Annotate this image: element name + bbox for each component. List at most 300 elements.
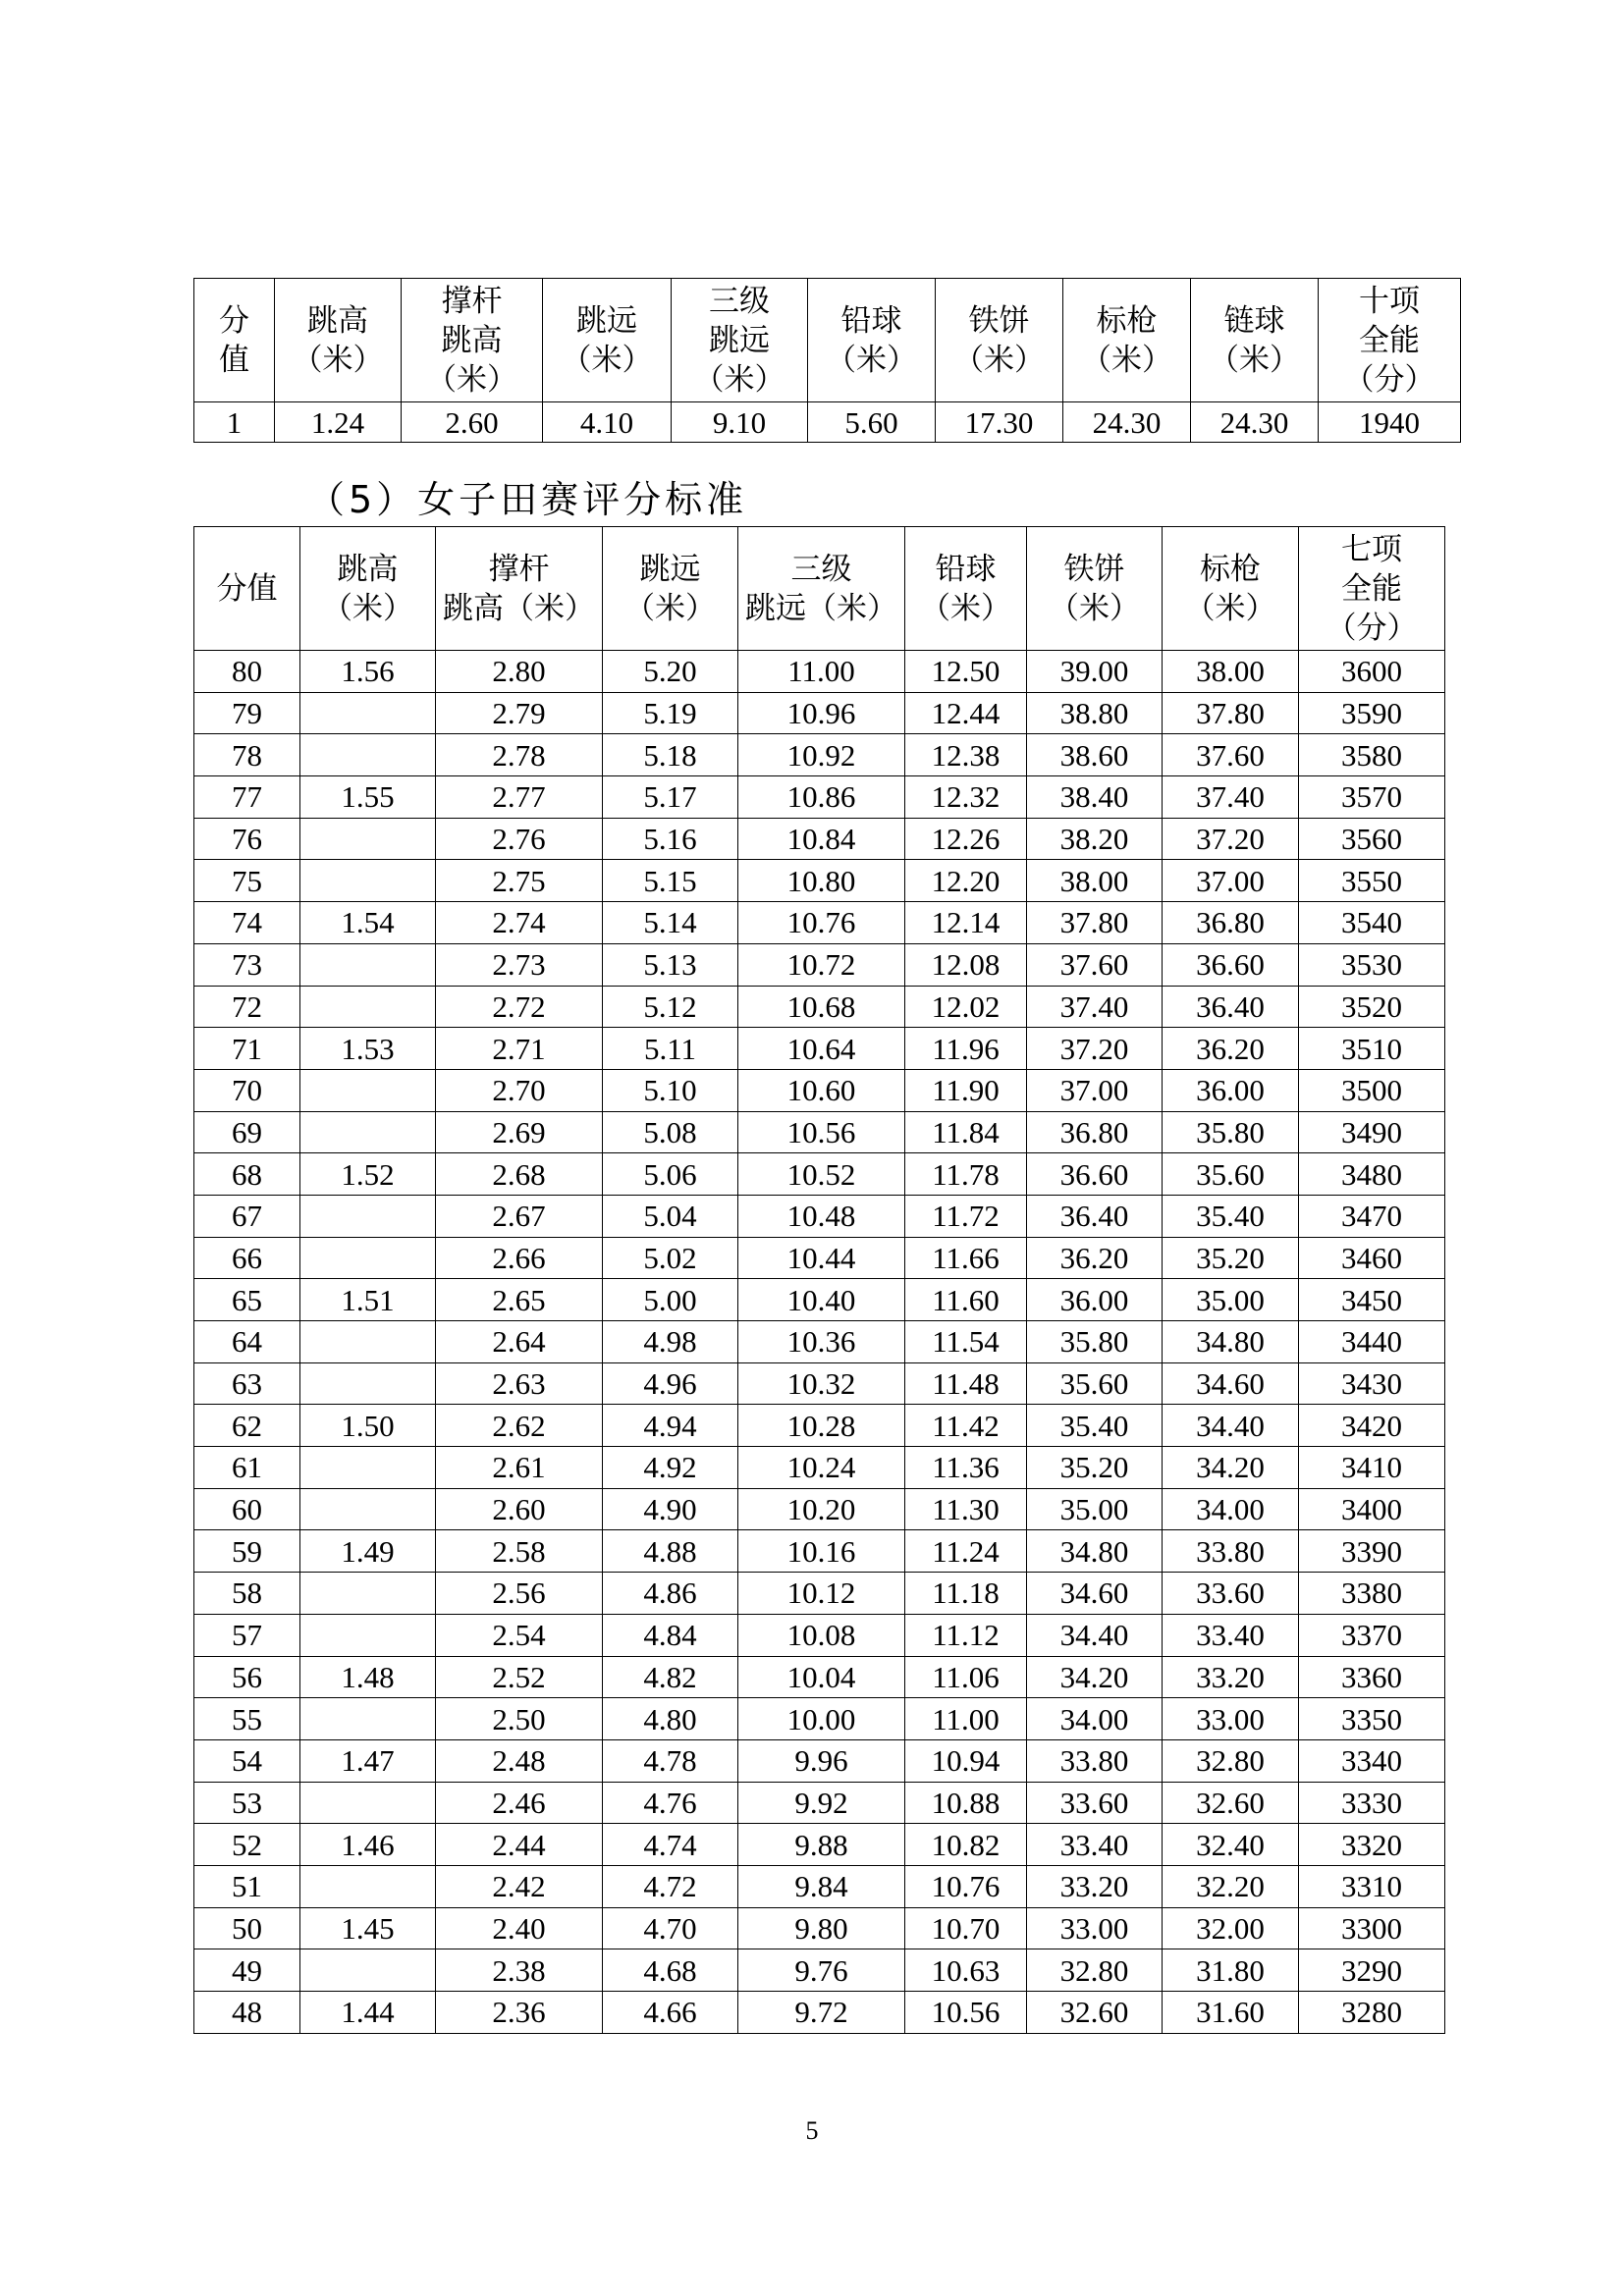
table-row bbox=[194, 1907, 1445, 1949]
table-cell: 3420 bbox=[1299, 1405, 1445, 1447]
table-cell: 1.52 bbox=[300, 1153, 436, 1196]
table-cell: 80 bbox=[194, 651, 300, 693]
table-cell: 34.80 bbox=[1163, 1321, 1299, 1363]
column-header-line: 链球 bbox=[1223, 302, 1285, 339]
table-cell: 9.80 bbox=[738, 1907, 905, 1949]
table-row bbox=[194, 1698, 1445, 1740]
table-cell: 5.08 bbox=[603, 1111, 738, 1153]
table-cell: 9.92 bbox=[738, 1782, 905, 1824]
table-cell: 2.71 bbox=[436, 1028, 603, 1070]
table-cell: 33.20 bbox=[1027, 1865, 1163, 1907]
table-cell: 3460 bbox=[1299, 1237, 1445, 1279]
table-cell: 1.55 bbox=[300, 776, 436, 819]
table-cell: 72 bbox=[194, 986, 300, 1028]
table-cell: 37.60 bbox=[1027, 943, 1163, 986]
table-cell: 2.40 bbox=[436, 1907, 603, 1949]
table-cell: 3480 bbox=[1299, 1153, 1445, 1196]
table-cell: 2.60 bbox=[402, 402, 543, 443]
table-cell: 3400 bbox=[1299, 1488, 1445, 1530]
table-cell: 2.44 bbox=[436, 1824, 603, 1866]
table-cell: 3380 bbox=[1299, 1573, 1445, 1615]
table-cell: 12.14 bbox=[905, 902, 1027, 944]
column-header-line: 跳远 bbox=[639, 551, 701, 587]
table-cell: 33.60 bbox=[1027, 1782, 1163, 1824]
table-cell: 10.64 bbox=[738, 1028, 905, 1070]
table-cell: 10.48 bbox=[738, 1195, 905, 1237]
table-cell bbox=[300, 818, 436, 860]
table-cell: 2.56 bbox=[436, 1573, 603, 1615]
table-cell: 32.60 bbox=[1163, 1782, 1299, 1824]
table-cell: 3410 bbox=[1299, 1447, 1445, 1489]
table-cell: 35.20 bbox=[1163, 1237, 1299, 1279]
table-cell: 10.16 bbox=[738, 1530, 905, 1573]
table-cell: 12.38 bbox=[905, 734, 1027, 776]
table-row bbox=[194, 1195, 1445, 1237]
table-cell: 10.92 bbox=[738, 734, 905, 776]
table-cell: 3370 bbox=[1299, 1614, 1445, 1656]
table-cell: 36.40 bbox=[1027, 1195, 1163, 1237]
table-cell: 11.12 bbox=[905, 1614, 1027, 1656]
table-row bbox=[194, 1237, 1445, 1279]
table-cell: 37.00 bbox=[1027, 1069, 1163, 1111]
table-cell: 3280 bbox=[1299, 1992, 1445, 2034]
table-row bbox=[194, 734, 1445, 776]
table-cell: 11.90 bbox=[905, 1069, 1027, 1111]
table-cell: 4.86 bbox=[603, 1573, 738, 1615]
table-cell: 75 bbox=[194, 860, 300, 902]
table-cell: 10.68 bbox=[738, 986, 905, 1028]
table-cell: 11.96 bbox=[905, 1028, 1027, 1070]
table-cell: 3540 bbox=[1299, 902, 1445, 944]
table-cell: 4.84 bbox=[603, 1614, 738, 1656]
table-cell: 10.08 bbox=[738, 1614, 905, 1656]
column-header-line: 全能 bbox=[1359, 322, 1420, 358]
column-header-line: 跳远（米） bbox=[745, 590, 897, 626]
column-header-line: （米） bbox=[426, 361, 517, 398]
table-cell: 11.42 bbox=[905, 1405, 1027, 1447]
table-cell: 34.60 bbox=[1027, 1573, 1163, 1615]
column-header-line: 跳远 bbox=[709, 322, 770, 358]
table-cell: 34.20 bbox=[1027, 1656, 1163, 1698]
table-cell: 3350 bbox=[1299, 1698, 1445, 1740]
table-row bbox=[194, 1614, 1445, 1656]
table-cell: 1.45 bbox=[300, 1907, 436, 1949]
table-cell: 10.40 bbox=[738, 1279, 905, 1321]
table-cell bbox=[300, 1321, 436, 1363]
table-cell: 52 bbox=[194, 1824, 300, 1866]
table-cell: 3490 bbox=[1299, 1111, 1445, 1153]
column-header-line: 跳高 bbox=[307, 302, 368, 339]
column-header-line: （米） bbox=[953, 342, 1045, 378]
table-row bbox=[194, 986, 1445, 1028]
table-cell: 34.80 bbox=[1027, 1530, 1163, 1573]
table-cell: 34.20 bbox=[1163, 1447, 1299, 1489]
table-cell: 32.80 bbox=[1027, 1949, 1163, 1992]
table-cell: 3320 bbox=[1299, 1824, 1445, 1866]
table-cell: 11.78 bbox=[905, 1153, 1027, 1196]
table-row bbox=[194, 1321, 1445, 1363]
table-cell: 77 bbox=[194, 776, 300, 819]
table-cell: 60 bbox=[194, 1488, 300, 1530]
table-cell: 67 bbox=[194, 1195, 300, 1237]
column-header-line: 铁饼 bbox=[1063, 551, 1125, 587]
table-cell: 38.60 bbox=[1027, 734, 1163, 776]
table-cell: 3360 bbox=[1299, 1656, 1445, 1698]
table-cell: 64 bbox=[194, 1321, 300, 1363]
table-cell: 5.00 bbox=[603, 1279, 738, 1321]
table-cell bbox=[300, 1237, 436, 1279]
column-header-line: （米） bbox=[693, 361, 785, 398]
table-row bbox=[194, 1949, 1445, 1992]
column-header bbox=[1191, 279, 1319, 402]
column-header-line: 全能 bbox=[1341, 570, 1402, 607]
table-cell: 12.50 bbox=[905, 651, 1027, 693]
table-row bbox=[194, 1362, 1445, 1405]
table-cell: 10.76 bbox=[905, 1865, 1027, 1907]
column-header-line: 三级 bbox=[790, 551, 852, 587]
table-cell bbox=[300, 860, 436, 902]
table-row bbox=[194, 1405, 1445, 1447]
column-header bbox=[1027, 527, 1163, 651]
table-cell: 63 bbox=[194, 1362, 300, 1405]
table-row bbox=[194, 1782, 1445, 1824]
table-row bbox=[194, 1447, 1445, 1489]
table-cell: 11.36 bbox=[905, 1447, 1027, 1489]
table-cell: 35.00 bbox=[1163, 1279, 1299, 1321]
table-cell: 10.82 bbox=[905, 1824, 1027, 1866]
table-cell: 11.18 bbox=[905, 1573, 1027, 1615]
table-cell: 2.60 bbox=[436, 1488, 603, 1530]
table-cell: 5.11 bbox=[603, 1028, 738, 1070]
table-cell bbox=[300, 1111, 436, 1153]
table-cell: 1.51 bbox=[300, 1279, 436, 1321]
table-cell: 48 bbox=[194, 1992, 300, 2034]
table-row bbox=[194, 1069, 1445, 1111]
table-cell: 2.63 bbox=[436, 1362, 603, 1405]
table-cell: 32.60 bbox=[1027, 1992, 1163, 2034]
table-cell: 2.65 bbox=[436, 1279, 603, 1321]
table-cell: 2.74 bbox=[436, 902, 603, 944]
table-cell: 11.60 bbox=[905, 1279, 1027, 1321]
table-header-row bbox=[194, 279, 1461, 402]
table-cell: 74 bbox=[194, 902, 300, 944]
table-cell: 38.80 bbox=[1027, 692, 1163, 734]
table-cell: 12.44 bbox=[905, 692, 1027, 734]
table-cell: 10.76 bbox=[738, 902, 905, 944]
table-cell: 3570 bbox=[1299, 776, 1445, 819]
table-cell: 50 bbox=[194, 1907, 300, 1949]
table-cell: 10.63 bbox=[905, 1949, 1027, 1992]
women-field-scoring-table bbox=[193, 526, 1445, 2034]
table-row bbox=[194, 943, 1445, 986]
table-cell: 32.00 bbox=[1163, 1907, 1299, 1949]
table-row bbox=[194, 402, 1461, 443]
table-cell: 1940 bbox=[1319, 402, 1461, 443]
table-cell: 35.20 bbox=[1027, 1447, 1163, 1489]
column-header bbox=[543, 279, 672, 402]
column-header bbox=[194, 527, 300, 651]
table-row bbox=[194, 1992, 1445, 2034]
table-cell: 76 bbox=[194, 818, 300, 860]
column-header-line: （米） bbox=[1049, 590, 1140, 626]
table-cell: 31.80 bbox=[1163, 1949, 1299, 1992]
table-row bbox=[194, 1488, 1445, 1530]
table-cell: 1.53 bbox=[300, 1028, 436, 1070]
table-cell: 24.30 bbox=[1191, 402, 1319, 443]
table-cell: 3390 bbox=[1299, 1530, 1445, 1573]
column-header bbox=[936, 279, 1063, 402]
table-cell: 35.00 bbox=[1027, 1488, 1163, 1530]
table-cell: 55 bbox=[194, 1698, 300, 1740]
table-cell: 36.20 bbox=[1027, 1237, 1163, 1279]
table-cell: 37.40 bbox=[1163, 776, 1299, 819]
table-cell: 3450 bbox=[1299, 1279, 1445, 1321]
table-cell: 34.40 bbox=[1163, 1405, 1299, 1447]
table-row bbox=[194, 1279, 1445, 1321]
table-cell: 56 bbox=[194, 1656, 300, 1698]
column-header-line: （米） bbox=[826, 342, 917, 378]
table-cell bbox=[300, 1698, 436, 1740]
table-cell: 2.75 bbox=[436, 860, 603, 902]
table-cell: 34.00 bbox=[1027, 1698, 1163, 1740]
table-cell: 35.40 bbox=[1163, 1195, 1299, 1237]
table-cell: 3520 bbox=[1299, 986, 1445, 1028]
table-cell: 33.60 bbox=[1163, 1573, 1299, 1615]
table-cell: 9.72 bbox=[738, 1992, 905, 2034]
table-cell: 4.88 bbox=[603, 1530, 738, 1573]
table-cell: 2.70 bbox=[436, 1069, 603, 1111]
table-cell: 4.80 bbox=[603, 1698, 738, 1740]
table-cell: 37.80 bbox=[1027, 902, 1163, 944]
section-title: （5）女子田赛评分标准 bbox=[307, 478, 748, 521]
column-header bbox=[1063, 279, 1191, 402]
table-cell: 3470 bbox=[1299, 1195, 1445, 1237]
table-cell: 35.80 bbox=[1027, 1321, 1163, 1363]
table-cell: 3440 bbox=[1299, 1321, 1445, 1363]
table-cell: 10.32 bbox=[738, 1362, 905, 1405]
table-cell: 11.00 bbox=[738, 651, 905, 693]
page-number: 5 bbox=[805, 2116, 819, 2145]
table-cell: 32.20 bbox=[1163, 1865, 1299, 1907]
column-header bbox=[194, 279, 275, 402]
column-header-line: 三级 bbox=[709, 283, 770, 319]
table-cell: 36.60 bbox=[1163, 943, 1299, 986]
table-cell: 10.12 bbox=[738, 1573, 905, 1615]
table-cell: 11.48 bbox=[905, 1362, 1027, 1405]
table-cell: 68 bbox=[194, 1153, 300, 1196]
table-cell: 35.40 bbox=[1027, 1405, 1163, 1447]
table-cell: 5.15 bbox=[603, 860, 738, 902]
column-header bbox=[672, 279, 808, 402]
table-cell: 38.20 bbox=[1027, 818, 1163, 860]
table-cell: 4.68 bbox=[603, 1949, 738, 1992]
table-cell: 1.48 bbox=[300, 1656, 436, 1698]
column-header-line: 标枪 bbox=[1200, 551, 1261, 587]
table-cell: 9.96 bbox=[738, 1739, 905, 1782]
table-cell: 4.78 bbox=[603, 1739, 738, 1782]
table-cell: 2.52 bbox=[436, 1656, 603, 1698]
table-cell: 1.49 bbox=[300, 1530, 436, 1573]
column-header bbox=[275, 279, 402, 402]
table-cell: 10.52 bbox=[738, 1153, 905, 1196]
table-cell bbox=[300, 1949, 436, 1992]
table-cell: 12.08 bbox=[905, 943, 1027, 986]
table-cell: 36.80 bbox=[1027, 1111, 1163, 1153]
table-row bbox=[194, 1739, 1445, 1782]
men-scoring-table-continued bbox=[193, 278, 1461, 443]
table-cell: 4.10 bbox=[543, 402, 672, 443]
table-cell: 5.02 bbox=[603, 1237, 738, 1279]
table-cell bbox=[300, 1782, 436, 1824]
table-cell: 3560 bbox=[1299, 818, 1445, 860]
table-cell: 1.46 bbox=[300, 1824, 436, 1866]
table-cell: 24.30 bbox=[1063, 402, 1191, 443]
table-cell: 11.00 bbox=[905, 1698, 1027, 1740]
column-header-line: 跳高 bbox=[441, 322, 503, 358]
table-cell: 5.06 bbox=[603, 1153, 738, 1196]
column-header-line: 十项 bbox=[1359, 283, 1420, 319]
table-cell: 33.40 bbox=[1027, 1824, 1163, 1866]
table-cell: 2.79 bbox=[436, 692, 603, 734]
column-header-line: （分） bbox=[1326, 610, 1418, 646]
table-row bbox=[194, 1573, 1445, 1615]
table-row bbox=[194, 1865, 1445, 1907]
table-cell: 4.92 bbox=[603, 1447, 738, 1489]
table-cell: 5.13 bbox=[603, 943, 738, 986]
column-header-line: （米） bbox=[920, 590, 1011, 626]
table-row bbox=[194, 860, 1445, 902]
table-row bbox=[194, 1028, 1445, 1070]
table-cell: 57 bbox=[194, 1614, 300, 1656]
table-cell: 2.72 bbox=[436, 986, 603, 1028]
table-row bbox=[194, 776, 1445, 819]
table-cell: 2.50 bbox=[436, 1698, 603, 1740]
column-header bbox=[808, 279, 936, 402]
table-row bbox=[194, 1153, 1445, 1196]
table-cell: 58 bbox=[194, 1573, 300, 1615]
table-cell bbox=[300, 1865, 436, 1907]
table-cell: 3510 bbox=[1299, 1028, 1445, 1070]
table-row bbox=[194, 651, 1445, 693]
column-header-line: 标枪 bbox=[1096, 302, 1158, 339]
table-cell bbox=[300, 1195, 436, 1237]
table-row bbox=[194, 1530, 1445, 1573]
table-cell: 36.20 bbox=[1163, 1028, 1299, 1070]
table-cell: 11.72 bbox=[905, 1195, 1027, 1237]
table-cell: 2.48 bbox=[436, 1739, 603, 1782]
table-cell: 71 bbox=[194, 1028, 300, 1070]
table-cell: 10.36 bbox=[738, 1321, 905, 1363]
column-header-line: （米） bbox=[292, 342, 384, 378]
column-header bbox=[436, 527, 603, 651]
table-cell: 5.20 bbox=[603, 651, 738, 693]
table-cell: 5.19 bbox=[603, 692, 738, 734]
table-cell: 10.56 bbox=[738, 1111, 905, 1153]
table-cell: 59 bbox=[194, 1530, 300, 1573]
table-cell: 61 bbox=[194, 1447, 300, 1489]
table-cell: 11.24 bbox=[905, 1530, 1027, 1573]
table-cell: 69 bbox=[194, 1111, 300, 1153]
table-cell: 5.04 bbox=[603, 1195, 738, 1237]
table-cell: 33.80 bbox=[1163, 1530, 1299, 1573]
table-cell: 11.30 bbox=[905, 1488, 1027, 1530]
table-cell: 10.28 bbox=[738, 1405, 905, 1447]
table-cell: 33.00 bbox=[1027, 1907, 1163, 1949]
table-cell: 5.16 bbox=[603, 818, 738, 860]
table-cell: 31.60 bbox=[1163, 1992, 1299, 2034]
table-cell: 3300 bbox=[1299, 1907, 1445, 1949]
column-header-line: 铅球 bbox=[840, 302, 902, 339]
table-cell: 17.30 bbox=[936, 402, 1063, 443]
table-cell: 12.02 bbox=[905, 986, 1027, 1028]
table-cell: 2.58 bbox=[436, 1530, 603, 1573]
table-cell: 10.72 bbox=[738, 943, 905, 986]
table-cell bbox=[300, 1447, 436, 1489]
table-cell: 35.60 bbox=[1163, 1153, 1299, 1196]
table-cell: 3530 bbox=[1299, 943, 1445, 986]
table-cell: 32.40 bbox=[1163, 1824, 1299, 1866]
table-row bbox=[194, 692, 1445, 734]
table-cell: 2.62 bbox=[436, 1405, 603, 1447]
column-header-line: 跳远 bbox=[576, 302, 637, 339]
table-cell: 51 bbox=[194, 1865, 300, 1907]
table-cell: 3310 bbox=[1299, 1865, 1445, 1907]
table-cell: 78 bbox=[194, 734, 300, 776]
table-cell: 2.77 bbox=[436, 776, 603, 819]
table-cell: 3590 bbox=[1299, 692, 1445, 734]
table-cell bbox=[300, 943, 436, 986]
table-cell: 38.00 bbox=[1027, 860, 1163, 902]
table-cell: 10.00 bbox=[738, 1698, 905, 1740]
table-cell: 1.56 bbox=[300, 651, 436, 693]
table-cell: 11.66 bbox=[905, 1237, 1027, 1279]
table-cell bbox=[300, 1362, 436, 1405]
table-cell: 1.50 bbox=[300, 1405, 436, 1447]
table-cell: 4.96 bbox=[603, 1362, 738, 1405]
table-cell: 37.00 bbox=[1163, 860, 1299, 902]
table-cell: 11.06 bbox=[905, 1656, 1027, 1698]
table-cell: 10.60 bbox=[738, 1069, 905, 1111]
table-cell: 4.94 bbox=[603, 1405, 738, 1447]
column-header-line: （米） bbox=[624, 590, 716, 626]
column-header bbox=[603, 527, 738, 651]
table-cell: 65 bbox=[194, 1279, 300, 1321]
column-header bbox=[1319, 279, 1461, 402]
column-header bbox=[402, 279, 543, 402]
table-cell: 10.04 bbox=[738, 1656, 905, 1698]
table-cell bbox=[300, 734, 436, 776]
table-cell: 34.40 bbox=[1027, 1614, 1163, 1656]
column-header bbox=[738, 527, 905, 651]
table-cell: 36.40 bbox=[1163, 986, 1299, 1028]
table-cell: 12.26 bbox=[905, 818, 1027, 860]
table-row bbox=[194, 1824, 1445, 1866]
table-cell: 4.74 bbox=[603, 1824, 738, 1866]
table-cell: 10.84 bbox=[738, 818, 905, 860]
table-cell: 3290 bbox=[1299, 1949, 1445, 1992]
table-cell: 39.00 bbox=[1027, 651, 1163, 693]
table-cell: 2.66 bbox=[436, 1237, 603, 1279]
table-cell: 4.72 bbox=[603, 1865, 738, 1907]
table-cell: 38.40 bbox=[1027, 776, 1163, 819]
table-cell: 10.44 bbox=[738, 1237, 905, 1279]
table-cell: 1 bbox=[194, 402, 275, 443]
table-cell: 3600 bbox=[1299, 651, 1445, 693]
table-cell: 2.42 bbox=[436, 1865, 603, 1907]
table-cell: 37.20 bbox=[1027, 1028, 1163, 1070]
table-cell: 2.67 bbox=[436, 1195, 603, 1237]
table-cell: 3580 bbox=[1299, 734, 1445, 776]
